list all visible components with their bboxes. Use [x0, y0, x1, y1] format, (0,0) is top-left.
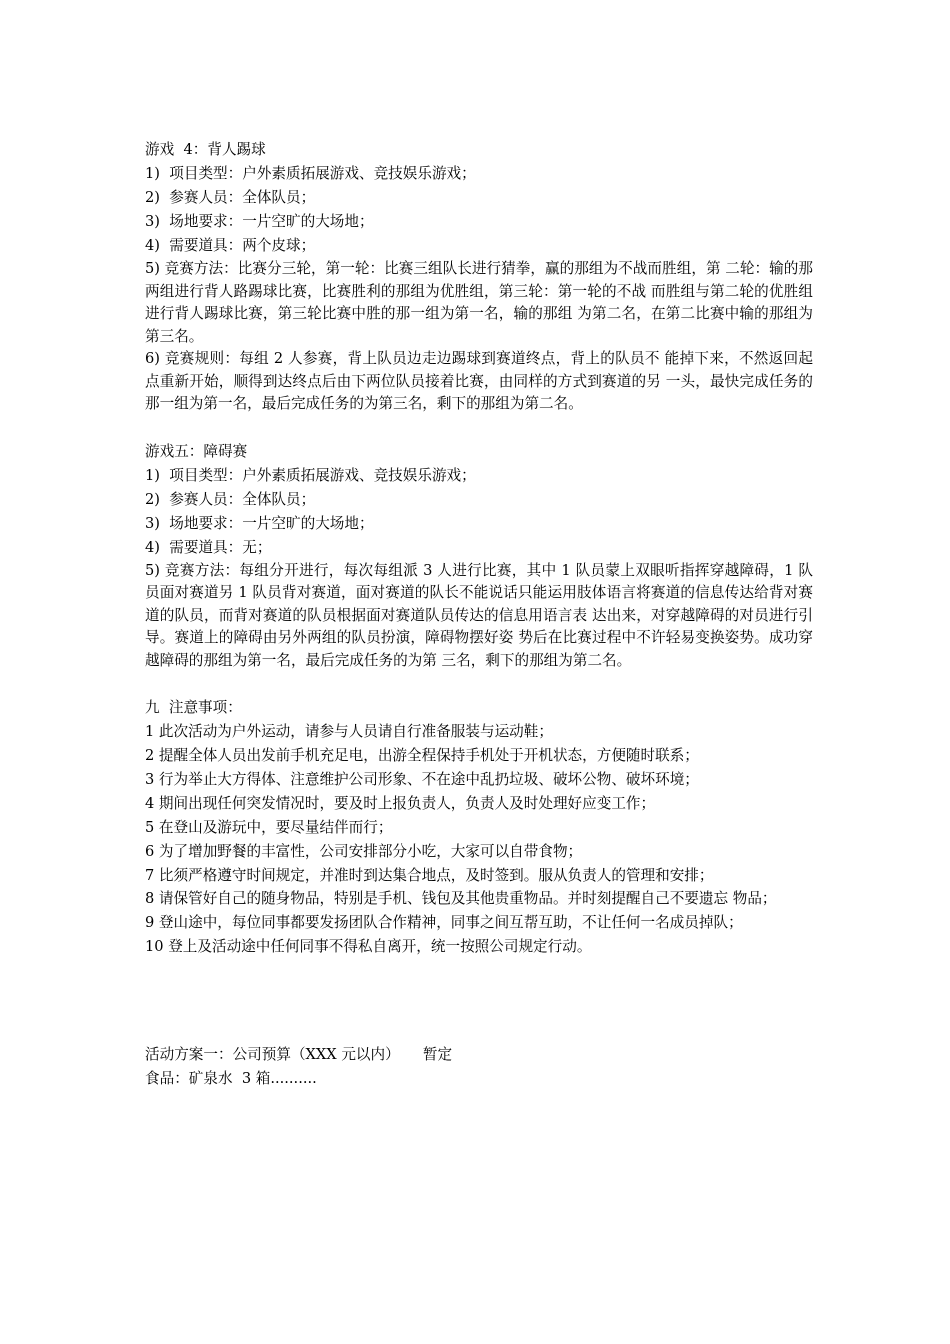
- plan-food: 食品：矿泉水 3 箱..........: [145, 1069, 317, 1087]
- note-item: 1 此次活动为户外运动，请参与人员请自行准备服装与运动鞋；: [145, 723, 553, 740]
- note-item: 6 为了增加野餐的丰富性，公司安排部分小吃，大家可以自带食物；: [145, 843, 583, 860]
- game5-item-type: 1) 项目类型：户外素质拓展游戏、竞技娱乐游戏；: [145, 466, 476, 484]
- section-spacer: [145, 959, 813, 1043]
- note-item: 8 请保管好自己的随身物品，特别是手机、钱包及其他贵重物品。并时刻提醒自己不要遗忘 物品；: [145, 890, 777, 907]
- section-spacer: [145, 416, 813, 440]
- note-item: 3 行为举止大方得体、注意维护公司形象、不在途中乱扔垃圾、破坏公物、破坏环境；: [145, 771, 699, 788]
- note-item: 9 登山途中，每位同事都要发扬团队合作精神，同事之间互帮互助，不让任何一名成员掉队；: [145, 913, 743, 931]
- game4-item-type: 1) 项目类型：户外素质拓展游戏、竞技娱乐游戏；: [145, 165, 476, 182]
- game5-item-props: 4) 需要道具：无；: [145, 538, 272, 556]
- plan-title: 活动方案一：公司预算（XXX 元以内） 暂定: [145, 1045, 453, 1063]
- game4-item-venue: 3) 场地要求：一片空旷的大场地；: [145, 213, 374, 230]
- game5-item-participants: 2) 参赛人员：全体队员；: [145, 490, 316, 508]
- game4-item-rules: 6) 竞赛规则：每组 2 人参赛，背上队员边走边踢球到赛道终点，背上的队员不 能掉下来，不然返回起点重新开始，顺得到达终点后由下两位队员接着比赛，由同样的方式到赛道的另 一头，最快完成任务的那一组为第一名，最后完成任务的为第三名，剩下的那组为第二名。: [145, 350, 813, 412]
- note-item: 10 登上及活动途中任何同事不得私自离开，统一按照公司规定行动。: [145, 937, 592, 955]
- note-item: 4 期间出现任何突发情况时，要及时上报负责人，负责人及时处理好应变工作；: [145, 795, 656, 812]
- document-body: [145, 138, 813, 1091]
- note-item: 2 提醒全体人员出发前手机充足电，出游全程保持手机处于开机状态，方便随时联系；: [145, 747, 699, 764]
- game4-item-props: 4) 需要道具：两个皮球；: [145, 237, 316, 254]
- game4-item-method: 5) 竞赛方法：比赛分三轮，第一轮：比赛三组队长进行猜拳，赢的那组为不战而胜组，第 二轮：输的那两组进行背人路踢球比赛，比赛胜利的那组为优胜组，第三轮：第一轮的不战 而胜组与第二轮的优胜组进行背人踢球比赛，第三轮比赛中胜的那一组为第一名，输的那组 为第二名，在第二比赛中输的那组为第三名。: [145, 260, 813, 345]
- game5-item-method: 5) 竞赛方法：每组分开进行，每次每组派 3 人进行比赛，其中 1 队员蒙上双眼听指挥穿越障碍，1 队员面对赛道另 1 队员背对赛道，面对赛道的队长不能说话只能运用肢体语言将赛道的信息传达给背对赛道的队员，而背对赛道的队员根据面对赛道队员传达的信息用语言表 达出来，对穿越障碍的对员进行引导。赛道上的障碍由另外两组的队员扮演，障碍物摆好姿 势后在比赛过程中不许轻易变换姿势。成功穿越障碍的那组为第一名，最后完成任务的为第 三名，剩下的那组为第二名。: [145, 561, 813, 669]
- notes-title: 九 注意事项：: [145, 699, 242, 716]
- section-spacer: [145, 672, 813, 696]
- game5-item-venue: 3) 场地要求：一片空旷的大场地；: [145, 514, 374, 532]
- game4-title: 游戏 4：背人踢球: [145, 141, 266, 158]
- note-item: 5 在登山及游玩中，要尽量结伴而行；: [145, 819, 393, 836]
- game5-title: 游戏五：障碍赛: [145, 442, 248, 460]
- note-item: 7 比须严格遵守时间规定，并准时到达集合地点，及时签到。服从负责人的管理和安排；: [145, 867, 714, 884]
- game4-item-participants: 2) 参赛人员：全体队员；: [145, 189, 316, 206]
